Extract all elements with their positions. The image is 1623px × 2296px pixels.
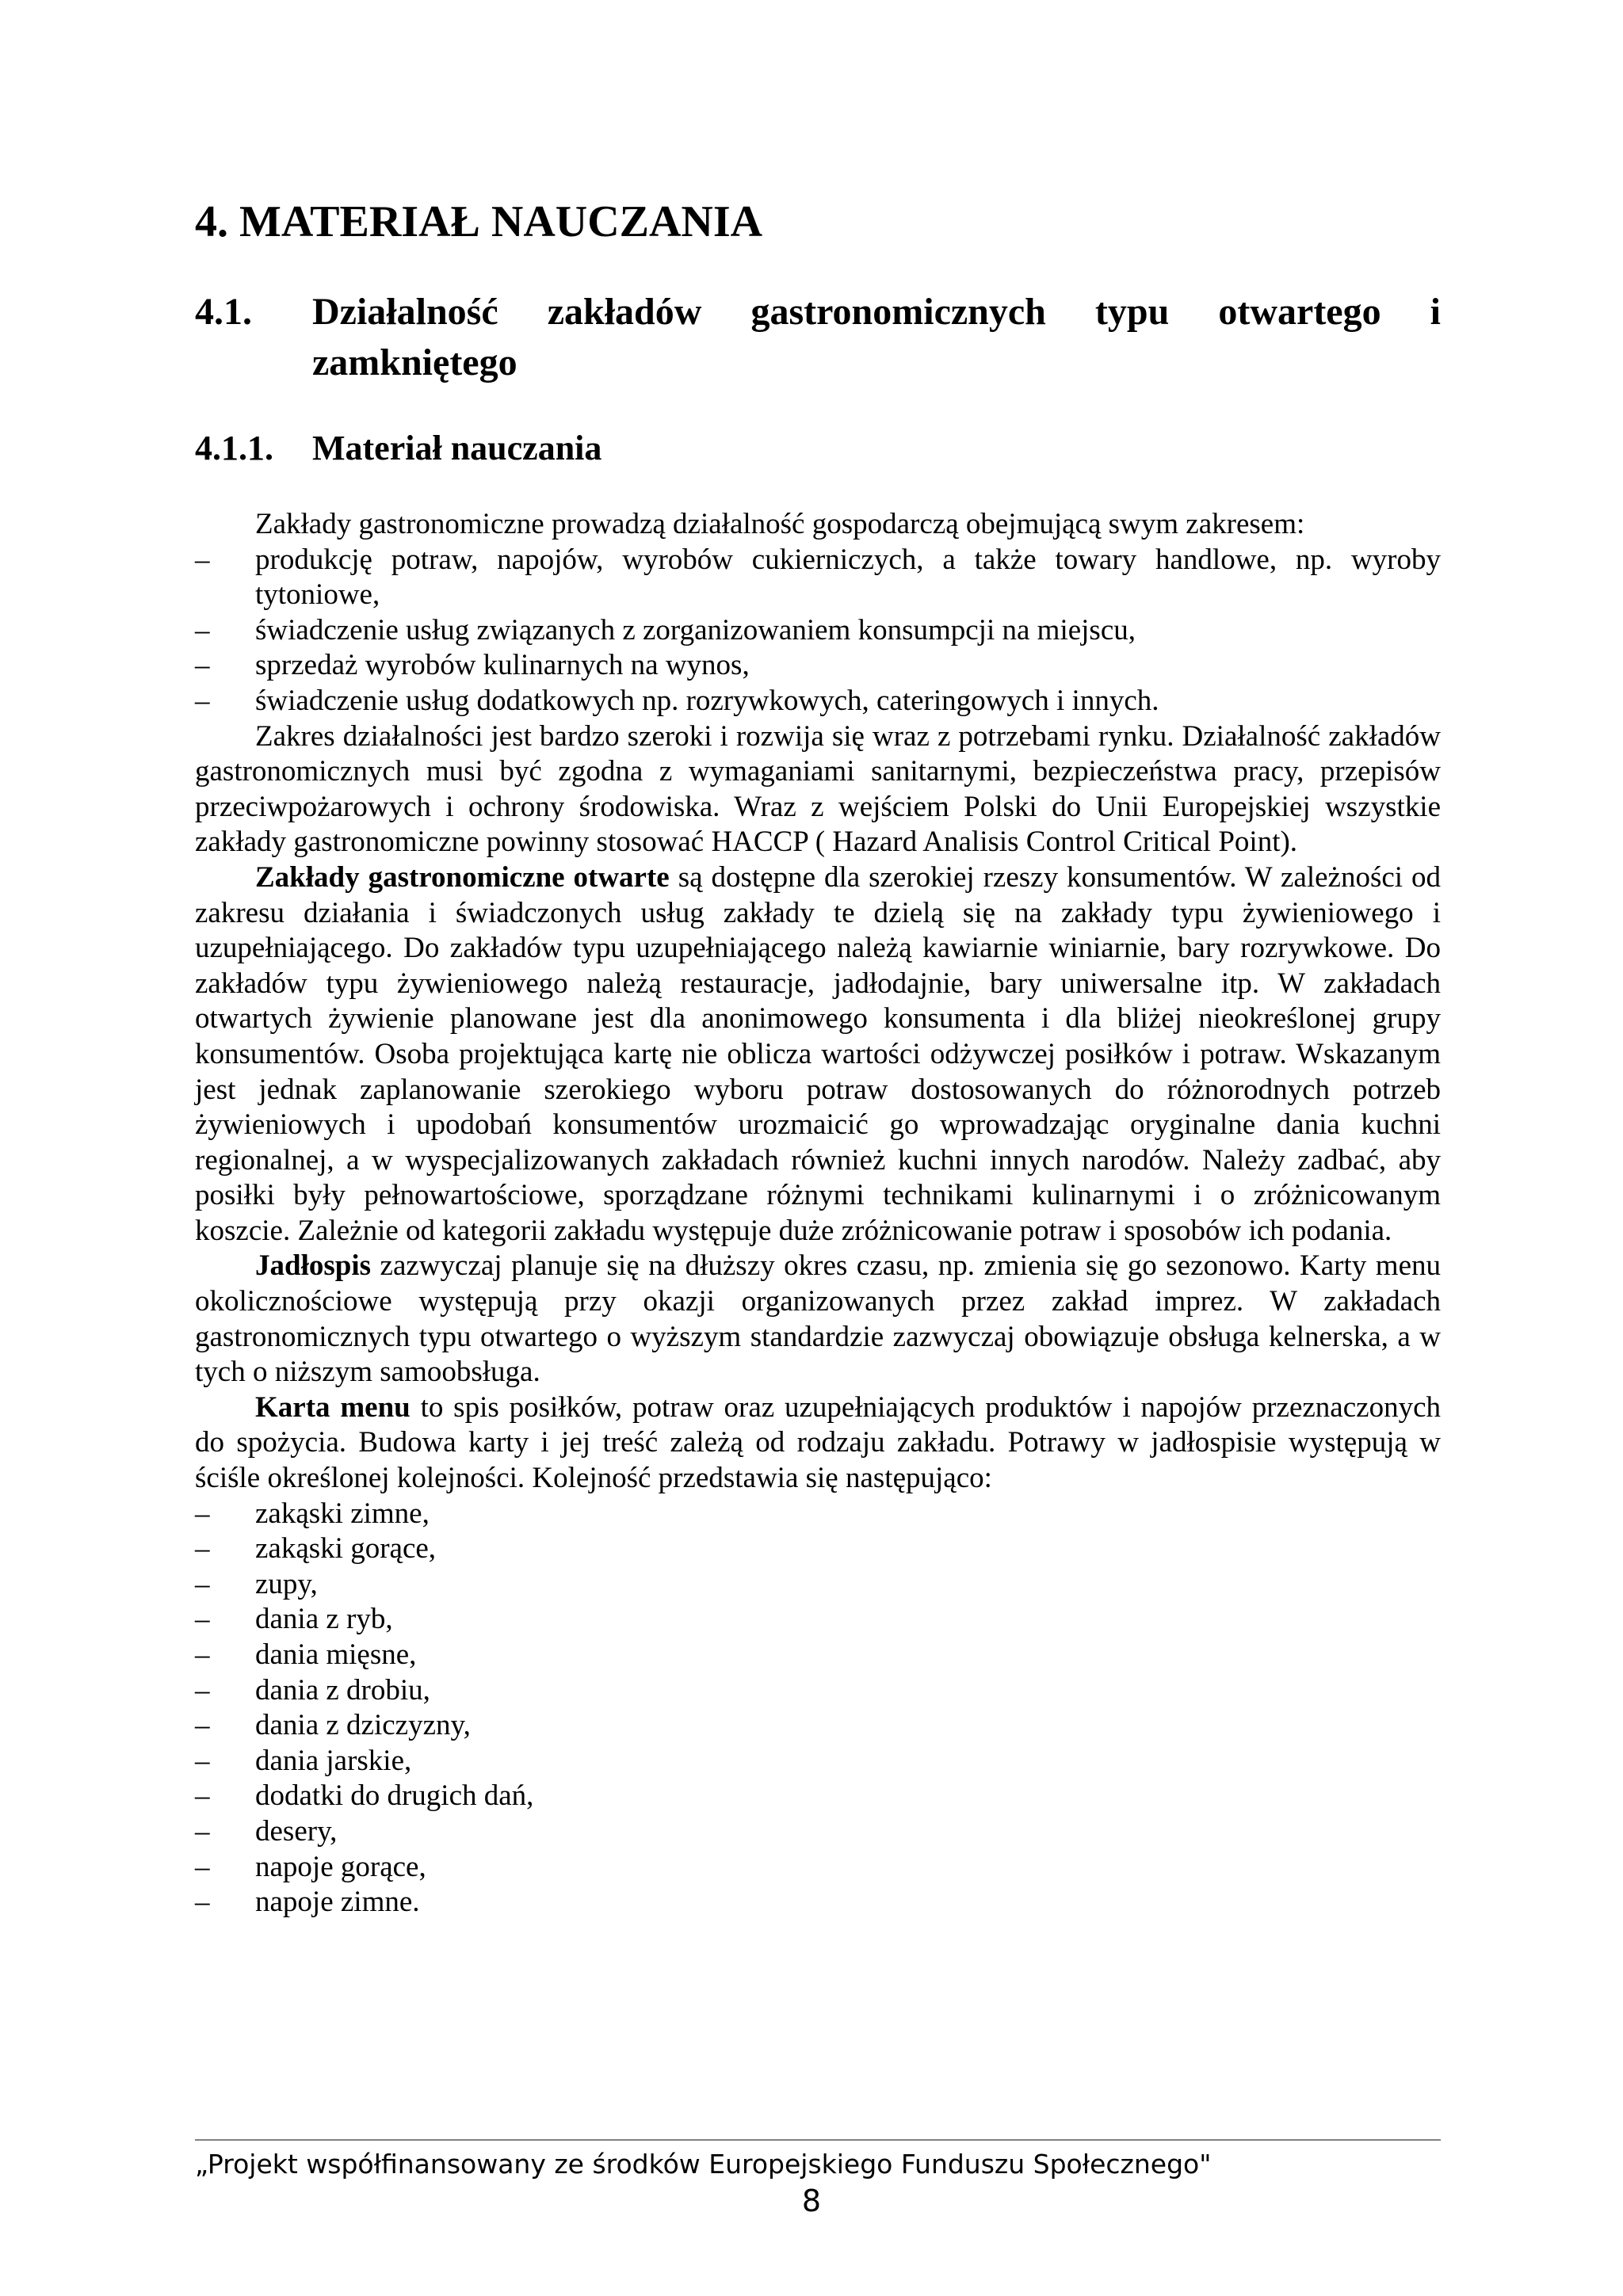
subsection-number: 4.1.1. (195, 429, 273, 467)
list-item: – dania z drobiu, (195, 1673, 1441, 1709)
list-item: – napoje gorące, (195, 1850, 1441, 1886)
list-item: – napoje zimne. (195, 1885, 1441, 1920)
list-dash: – (195, 684, 210, 717)
list-dash: – (195, 1850, 210, 1883)
intro-paragraph: Zakłady gastronomiczne prowadzą działalność gospodarczą obejmującą swym zakresem: (255, 508, 1305, 540)
section-number: 4.1. (195, 291, 252, 333)
list-item: – dania mięsne, (195, 1638, 1441, 1673)
list-dash: – (195, 1497, 210, 1530)
open-establishments-paragraph: Zakłady gastronomiczne otwarte są dostępne dla szerokiej rzeszy konsumentów. W zależności od zakresu działania i świadczonych usług zakłady te dzielą się na zakłady typu żywieniowego i uzupełniającego. Do zakładów typu uzupełniającego należą kawiarnie winiarnie, bary rozrywkowe. Do zakładów typu żywieniowego należą restauracje, jadłodajnie, bary uniwersalne itp. W zakładach otwartych żywienie planowane jest dla anonimowego konsumenta i dla bliżej nieokreślonej grupy konsumentów. Osoba projektująca kartę nie oblicza wartości odżywczej posiłków i potraw. Wskazanym jest jednak zaplanowanie szerokiego wyboru potraw dostosowanych do różnorodnych potrzeb żywieniowych i upodobań konsumentów urozmaicić go wprowadzając oryginalne dania kuchni regionalnej, a w wyspecjalizowanych zakładach również kuchni innych narodów. Należy zadbać, aby posiłki były pełnowartościowe, sporządzane różnymi technikami kulinarnymi i o zróżnicowanym koszcie. Zależnie od kategorii zakładu występuje duże zróżnicowanie potraw i sposobów ich podania. (195, 860, 1441, 1247)
list-dash: – (195, 1886, 210, 1919)
footer-divider (195, 2139, 1441, 2141)
section-title: Działalność zakładów gastronomicznych typu otwartego i zamkniętego (312, 291, 1441, 383)
list-item: – świadczenie usług dodatkowych np. rozrywkowych, cateringowych i innych. (195, 684, 1441, 719)
list-item: – zakąski zimne, (195, 1497, 1441, 1532)
list-dash: – (195, 1638, 210, 1671)
body-text (195, 507, 1441, 1920)
list-item: – zakąski gorące, (195, 1531, 1441, 1567)
bold-term: Jadłospis (255, 1249, 372, 1283)
menu-plan-paragraph: Jadłospis zazwyczaj planuje się na dłuższy okres czasu, np. zmienia się go sezonowo. Karty menu okolicznościowe występują przy okazji organizowanych przez zakład imprez. W zakładach gastronomicznych typu otwartego o wyższym standardzie zazwyczaj obowiązuje obsługa kelnerska, a w tych o niższym samoobsługa. (195, 1249, 1441, 1389)
list-dash: – (195, 1532, 210, 1566)
list-dash: – (195, 1709, 210, 1742)
list-dash: – (195, 613, 210, 646)
list-item: – sprzedaż wyrobów kulinarnych na wynos, (195, 648, 1441, 684)
list-item: – dania jarskie, (195, 1744, 1441, 1779)
menu-card-paragraph: Karta menu to spis posiłków, potraw oraz uzupełniających produktów i napojów przeznaczonych do spożycia. Budowa karty i jej treść zależą od rodzaju zakładu. Potrawy w jadłospisie występują w ściśle określonej kolejności. Kolejność przedstawia się następująco: (195, 1390, 1441, 1495)
footer-funding-note: „Projekt współfinansowany ze środków Europejskiego Funduszu Społecznego" (195, 2149, 1212, 2180)
list-dash: – (195, 1673, 210, 1707)
page-number: 8 (801, 2183, 822, 2218)
menu-order-list (195, 1497, 1441, 1920)
list-item: – desery, (195, 1814, 1441, 1850)
list-item: – świadczenie usług związanych z zorganizowaniem konsumpcji na miejscu, (195, 613, 1441, 649)
list-dash: – (195, 543, 210, 576)
list-dash: – (195, 1567, 210, 1600)
list-item: – zupy, (195, 1567, 1441, 1603)
bold-term: Zakłady gastronomiczne otwarte (255, 860, 670, 894)
list-dash: – (195, 1779, 210, 1813)
scope-paragraph: Zakres działalności jest bardzo szeroki i rozwija się wraz z potrzebami rynku. Działalność zakładów gastronomicznych musi być zgodna z wymaganiami sanitarnymi, bezpieczeństwa pracy, przepisów przeciwpożarowych i ochrony środowiska. Wraz z wejściem Polski do Unii Europejskiej wszystkie zakłady gastronomiczne powinny stosować HACCP ( Hazard Analisis Control Critical Point). (195, 719, 1441, 859)
list-item: – dodatki do drugich dań, (195, 1779, 1441, 1814)
bold-term: Karta menu (255, 1390, 411, 1424)
chapter-heading: 4. MATERIAŁ NAUCZANIA (195, 197, 763, 246)
scope-list (195, 543, 1441, 719)
list-dash: – (195, 1603, 210, 1636)
list-item: – produkcję potraw, napojów, wyrobów cukierniczych, a także towary handlowe, np. wyroby tytoniowe, (195, 543, 1441, 612)
subsection-title: Materiał nauczania (312, 429, 602, 467)
list-dash: – (195, 1744, 210, 1777)
list-item: – dania z ryb, (195, 1602, 1441, 1638)
list-dash: – (195, 1814, 210, 1848)
list-dash: – (195, 649, 210, 682)
list-item: – dania z dziczyzny, (195, 1708, 1441, 1744)
